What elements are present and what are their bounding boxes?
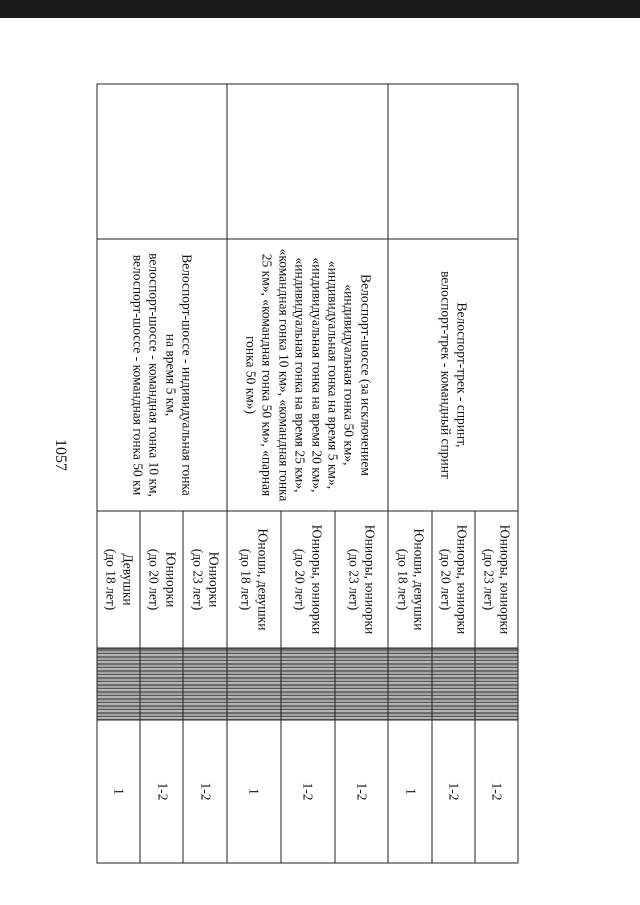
- blank-cell: [226, 84, 388, 239]
- category-cell: Юниоры, юниорки (до 20 лет): [280, 511, 334, 648]
- table-row: [474, 84, 517, 863]
- category-cell: Юниорки (до 23 лет): [183, 511, 226, 648]
- shaded-cell: [334, 648, 388, 720]
- value-cell: 1-2: [183, 720, 226, 863]
- shaded-cell: [183, 648, 226, 720]
- table-row: [334, 84, 388, 863]
- shaded-cell: [431, 648, 474, 720]
- shaded-cell: [474, 648, 517, 720]
- discipline-cell: Велоспорт-шоссе - индивидуальная гонка на время 5 км, велоспорт-шоссе - командная гонка 10 км, велоспорт-шоссе - командная гонка 50 км: [97, 239, 227, 511]
- value-cell: 1-2: [474, 720, 517, 863]
- value-cell: 1-2: [140, 720, 183, 863]
- blank-cell: [388, 84, 518, 239]
- shaded-cell: [388, 648, 431, 720]
- value-cell: 1-2: [431, 720, 474, 863]
- discipline-cell: Велоспорт-трек - спринт, велоспорт-трек - командный спринт: [388, 239, 518, 511]
- category-cell: Юниоры, юниорки (до 23 лет): [334, 511, 388, 648]
- value-cell: 1: [226, 720, 280, 863]
- category-cell: Юноши, девушки (до 18 лет): [388, 511, 431, 648]
- sports-table: [96, 83, 518, 863]
- rotated-table-frame: [96, 83, 518, 862]
- table-row: [183, 84, 226, 863]
- category-cell: Юниоры, юниорки (до 23 лет): [474, 511, 517, 648]
- scan-top-border: [0, 0, 640, 18]
- shaded-cell: [226, 648, 280, 720]
- blank-cell: [97, 84, 227, 239]
- category-cell: Юниорки (до 20 лет): [140, 511, 183, 648]
- value-cell: 1: [97, 720, 140, 863]
- shaded-cell: [280, 648, 334, 720]
- category-cell: Юноши, девушки (до 18 лет): [226, 511, 280, 648]
- category-cell: Девушки (до 18 лет): [97, 511, 140, 648]
- value-cell: 1-2: [280, 720, 334, 863]
- page-number: 1057: [52, 439, 69, 471]
- shaded-cell: [140, 648, 183, 720]
- shaded-cell: [97, 648, 140, 720]
- discipline-cell: Велоспорт-шоссе (за исключением «индивидуальная гонка 50 км», «индивидуальная гонка на время 5 км», «индивидуальная гонка на время 20 км», «индивидуальная гонка на время 25 км», «командная гонка 10 км», «командная гонка 25 км», «командная гонка 50 км», «парная гонка 50 км»): [226, 239, 388, 511]
- value-cell: 1: [388, 720, 431, 863]
- value-cell: 1-2: [334, 720, 388, 863]
- category-cell: Юниоры, юниорки (до 20 лет): [431, 511, 474, 648]
